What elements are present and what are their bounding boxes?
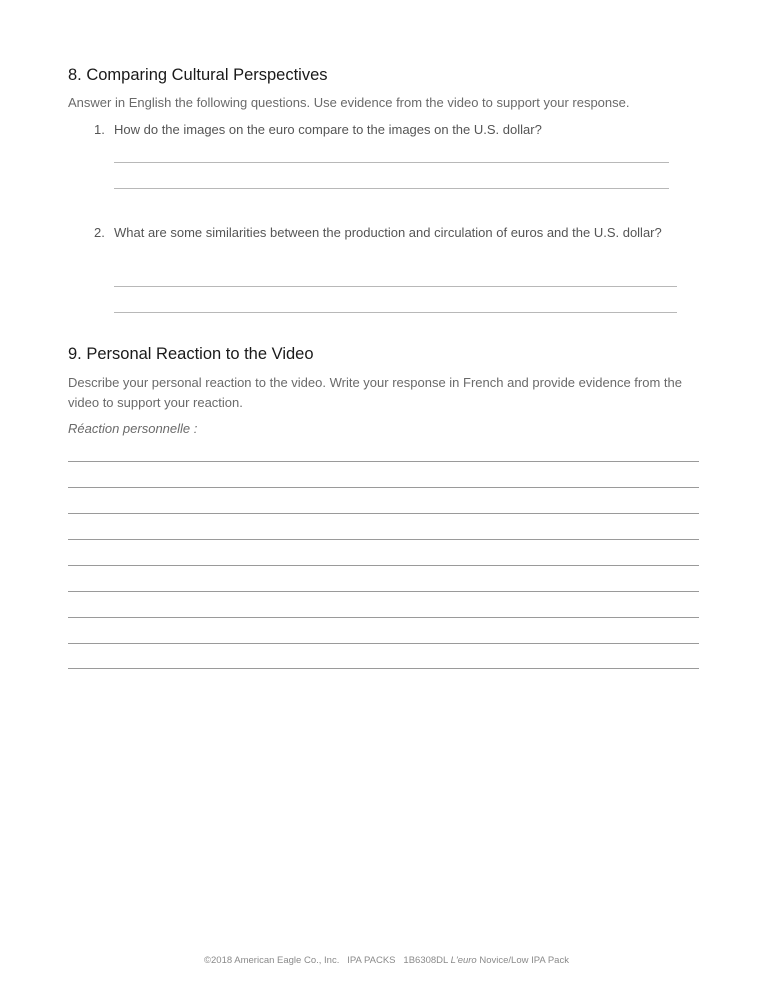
question-1-text: How do the images on the euro compare to the images on the U.S. dollar? xyxy=(114,122,542,137)
answer-line-q2-1[interactable] xyxy=(114,286,677,287)
reaction-line-2[interactable] xyxy=(68,487,699,488)
question-1 xyxy=(94,120,674,140)
reaction-line-7[interactable] xyxy=(68,617,699,618)
footer-code: 1B6308DL xyxy=(403,955,448,966)
footer-title-italic: L'euro xyxy=(450,955,477,966)
footer-series: IPA PACKS xyxy=(347,955,396,966)
section-9-instructions: Describe your personal reaction to the video. Write your response in French and provide evidence from the video to support your reaction. xyxy=(68,375,682,410)
answer-line-q1-1[interactable] xyxy=(114,162,669,163)
reaction-line-6[interactable] xyxy=(68,591,699,592)
answer-line-q2-2[interactable] xyxy=(114,312,677,313)
reaction-line-4[interactable] xyxy=(68,539,699,540)
reaction-line-1[interactable] xyxy=(68,461,699,462)
reaction-line-8[interactable] xyxy=(68,643,699,644)
footer-copyright: ©2018 American Eagle Co., Inc. xyxy=(204,955,340,966)
question-2 xyxy=(94,223,689,243)
section-8-heading: 8. Comparing Cultural Perspectives xyxy=(68,66,328,84)
question-1-number: 1. xyxy=(94,122,105,137)
question-2-number: 2. xyxy=(94,225,105,240)
reaction-line-3[interactable] xyxy=(68,513,699,514)
reaction-line-9[interactable] xyxy=(68,668,699,669)
page-footer xyxy=(0,955,773,966)
question-2-text: What are some similarities between the production and circulation of euros and the U.S. dollar? xyxy=(114,225,662,240)
footer-title-rest: Novice/Low IPA Pack xyxy=(479,955,569,966)
reaction-line-5[interactable] xyxy=(68,565,699,566)
reaction-prompt-label: Réaction personnelle : xyxy=(68,421,198,436)
section-9-heading: 9. Personal Reaction to the Video xyxy=(68,345,314,363)
answer-line-q1-2[interactable] xyxy=(114,188,669,189)
section-8-instructions: Answer in English the following questions. Use evidence from the video to support your response. xyxy=(68,95,630,110)
